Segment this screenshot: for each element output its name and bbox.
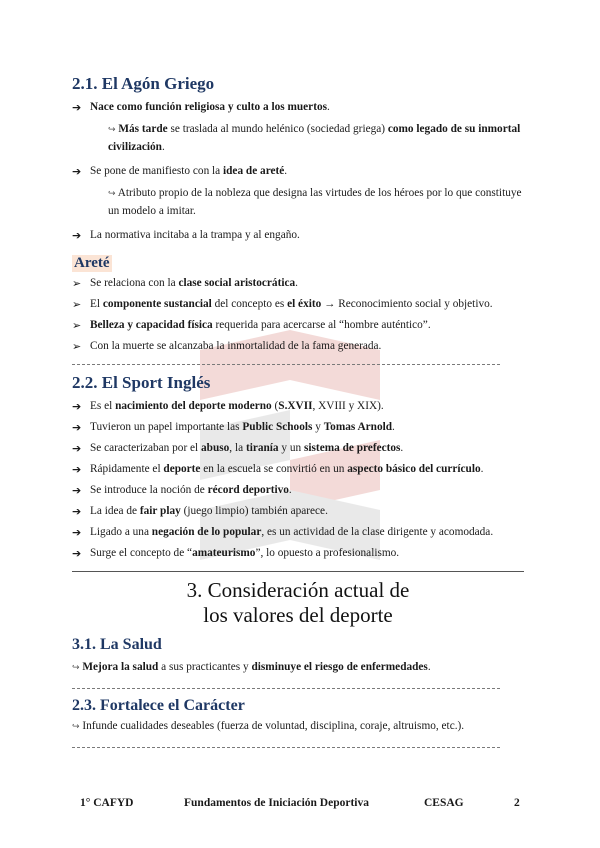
bold-text: como legado de su inmortal civilización: [108, 123, 521, 153]
arrow-bullet-icon: ➔: [72, 229, 82, 242]
bold-text: Belleza y capacidad física: [90, 319, 213, 331]
bold-text: negación de lo popular: [151, 526, 262, 538]
text: se traslada al mundo helénico (sociedad griega): [167, 123, 388, 135]
list-item: [72, 297, 530, 312]
text: Se relaciona con la: [90, 277, 179, 289]
text: .: [427, 661, 431, 673]
paragraph: [72, 719, 530, 735]
arrow-bullet-icon: ➔: [72, 400, 82, 413]
text: .: [480, 463, 484, 475]
list-item: [72, 164, 530, 179]
text: La idea de: [90, 505, 140, 517]
bold-text: disminuye el riesgo de enfermedades: [251, 661, 428, 673]
arrow-bullet-icon: ➔: [72, 101, 82, 114]
list-item: [72, 483, 530, 498]
list-item: [72, 339, 530, 354]
text: , XVIII y XIX).: [312, 400, 384, 412]
text: Rápidamente el: [90, 463, 164, 475]
arete-heading: Areté: [74, 255, 110, 271]
text: Atributo propio de la nobleza que designa las virtudes de los héroes por lo que constituye un modelo a imitar.: [108, 187, 522, 217]
hook-arrow-icon: ↪: [108, 189, 116, 199]
bold-text: Más tarde: [118, 123, 168, 135]
text: Ligado a una: [90, 526, 152, 538]
footer-subject: Fundamentos de Iniciación Deportiva: [184, 797, 369, 809]
arrow-bullet-icon: ➔: [72, 463, 82, 476]
section-heading-sport: 2.2. El Sport Inglés: [72, 373, 211, 392]
text: .: [284, 165, 288, 177]
text: Con la muerte se alcanzaba la inmortalidad de la fama generada.: [90, 340, 382, 352]
text: .: [295, 277, 298, 289]
arrow-bullet-icon: ➔: [72, 165, 82, 178]
section-heading-caracter: 2.3. Fortalece el Carácter: [72, 697, 245, 714]
bold-text: récord deportivo: [207, 484, 289, 496]
dashed-divider: [72, 364, 500, 365]
chapter-title-line: los valores del deporte: [203, 603, 393, 627]
chapter-title: [72, 578, 524, 628]
dashed-divider: [72, 688, 500, 689]
arrow-bullet-icon: ➔: [72, 442, 82, 455]
text: a sus practicantes y: [158, 661, 252, 673]
page-number: 2: [514, 797, 520, 809]
bold-text: Public Schools: [242, 421, 313, 433]
text: .: [161, 141, 165, 153]
bold-text: nacimiento del deporte moderno: [115, 400, 272, 412]
bold-text: aspecto básico del currículo: [347, 463, 481, 475]
bold-text: amateurismo: [192, 547, 256, 559]
footer-institution: CESAG: [424, 797, 464, 809]
bold-text: tiranía: [245, 442, 279, 454]
arrow-bullet-icon: ➔: [72, 547, 82, 560]
text: .: [392, 421, 395, 433]
text: .: [327, 101, 330, 113]
arrow-bullet-icon: ➔: [72, 505, 82, 518]
text: ”, lo opuesto a profesionalismo.: [255, 547, 400, 559]
bold-text: deporte: [163, 463, 201, 475]
hook-arrow-icon: ↪: [72, 663, 80, 673]
text: , la: [229, 442, 246, 454]
arrow-bullet-icon: ➔: [72, 526, 82, 539]
text: Se pone de manifiesto con la: [90, 165, 224, 177]
arrow-bullet-icon: ➔: [72, 421, 82, 434]
text: y: [312, 421, 324, 433]
list-item: [72, 228, 530, 243]
list-item: [72, 441, 530, 456]
bold-text: componente sustancial: [102, 298, 212, 310]
list-item: [72, 100, 530, 115]
text: Se introduce la noción de: [90, 484, 208, 496]
chapter-title-line: 3. Consideración actual de: [186, 578, 410, 602]
list-item: [72, 420, 530, 435]
sub-item: [72, 185, 530, 220]
text: y un: [278, 442, 304, 454]
list-item: [72, 462, 530, 477]
list-item: [72, 276, 530, 291]
text: .: [288, 484, 292, 496]
footer-course: 1° CAFYD: [80, 797, 134, 809]
text: Tuvieron un papel importante las: [90, 421, 243, 433]
bold-text: Tomas Arnold: [323, 421, 393, 433]
list-item: [72, 525, 530, 540]
text: , es un actividad de la clase dirigente y acomodada.: [261, 526, 494, 538]
text: en la escuela se convirtió en un: [200, 463, 348, 475]
triangle-bullet-icon: ➢: [72, 277, 82, 290]
main-content: [72, 74, 530, 756]
text: El: [90, 298, 103, 310]
bold-text: Mejora la salud: [82, 661, 159, 673]
paragraph: [72, 660, 530, 676]
text: del concepto es: [211, 298, 288, 310]
list-item: [72, 504, 530, 519]
hook-arrow-icon: ↪: [108, 125, 116, 135]
bold-text: sistema de prefectos: [304, 442, 401, 454]
solid-divider: [72, 571, 524, 572]
section-heading-agon: 2.1. El Agón Griego: [72, 74, 215, 93]
list-item: [72, 399, 530, 414]
text: .: [400, 442, 404, 454]
bold-text: fair play: [139, 505, 181, 517]
sub-item: [72, 121, 530, 156]
bold-text: el éxito: [287, 298, 322, 310]
bold-text: clase social aristocrática: [178, 277, 296, 289]
text: Surge el concepto de “: [90, 547, 193, 559]
dashed-divider: [72, 747, 500, 748]
bold-text: S.XVII: [278, 400, 313, 412]
text: Es el: [90, 400, 116, 412]
list-item: [72, 318, 530, 333]
list-item: [72, 546, 530, 561]
text: → Reconocimiento social y objetivo.: [321, 298, 493, 310]
text: Infunde cualidades deseables (fuerza de voluntad, disciplina, coraje, altruismo, etc.).: [82, 720, 465, 732]
bold-text: idea de areté: [223, 165, 285, 177]
triangle-bullet-icon: ➢: [72, 340, 82, 353]
text: (juego limpio) también aparece.: [180, 505, 328, 517]
bold-text: abuso: [201, 442, 230, 454]
triangle-bullet-icon: ➢: [72, 319, 82, 332]
section-heading-salud: 3.1. La Salud: [72, 636, 162, 653]
arrow-bullet-icon: ➔: [72, 484, 82, 497]
text: requerida para acercarse al “hombre auténtico”.: [212, 319, 431, 331]
text: Se caracterizaban por el: [90, 442, 202, 454]
bold-text: Nace como función religiosa y culto a los muertos: [90, 101, 327, 113]
text: La normativa incitaba a la trampa y al engaño.: [90, 229, 300, 241]
text: (: [271, 400, 279, 412]
triangle-bullet-icon: ➢: [72, 298, 82, 311]
hook-arrow-icon: ↪: [72, 722, 80, 732]
